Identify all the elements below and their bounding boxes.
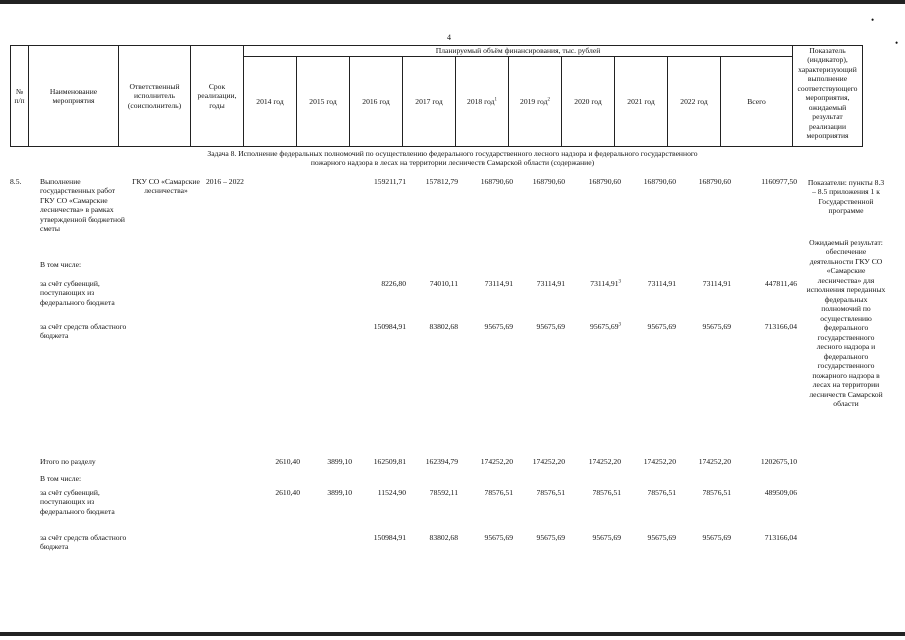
row-name: Выполнение государственных работ ГКУ СО «Самарские лесничества» в рамках утвержденной бюджетной сметы [40,177,125,234]
table-cell: 73114,91 [702,279,731,288]
header-year: 2018 год$^1$ [456,57,509,147]
header-year: 2019 год$^2$ [509,57,562,147]
header-year: 2022 год [668,57,721,147]
scan-bottom-border [0,632,905,636]
table-cell: 713166,04 [764,322,797,331]
table-cell: 174252,20 [643,457,676,466]
table-cell: 1202675,10 [760,457,797,466]
table-cell: 78576,51 [702,488,731,497]
header-executor: Ответственный исполнитель (соисполнитель) [119,46,191,147]
table-cell: 78592,11 [429,488,458,497]
table-cell: 447811,46 [765,279,797,288]
table-cell: 95675,69 [647,322,676,331]
header-year: 2021 год [615,57,668,147]
table-cell: 95675,69 [592,533,621,542]
table-cell: 162509,81 [373,457,406,466]
header-year: Всего [721,57,793,147]
table-cell: 95675,69 [484,322,513,331]
table-cell: 489509,06 [764,488,797,497]
table-cell: 162394,79 [425,457,458,466]
row-name: Итого по разделу [40,457,96,466]
table-cell: 95675,69 [536,533,565,542]
table-cell: 150984,91 [373,533,406,542]
table-cell: 95675,69 [702,322,731,331]
expected-result: Ожидаемый результат: обеспечение деятельности ГКУ СО «Самарские лесничества» для исполнения переданных федеральных полномочий по осуществлению федерального государственного лесного надзора и федерального государственного пожарного надзора в лесах на территории лесничеств Самарской области [806,238,886,409]
table-cell: 95675,69 [647,533,676,542]
table-cell: 174252,20 [698,457,731,466]
table-cell: 74010,11 [429,279,458,288]
table-cell: 78576,51 [647,488,676,497]
scan-mark: • [871,15,875,25]
table-cell: 73114,91 [536,279,565,288]
table-cell: 174252,20 [480,457,513,466]
table-cell: 1160977,50 [761,177,797,186]
header-year: 2016 год [350,57,403,147]
table-cell: 157812,79 [425,177,458,186]
row-executor: ГКУ СО «Самарские лесничества» [132,177,200,196]
table-cell: 11524,90 [377,488,406,497]
row-term: 2016 – 2022 [206,177,244,186]
table-cell: 159211,71 [374,177,406,186]
table-cell: 3899,10 [327,488,352,497]
table-cell: 8226,80 [381,279,406,288]
table-cell: 2610,40 [275,457,300,466]
task-heading: Задача 8. Исполнение федеральных полномочий по осуществлению федерального государственного лесного надзора и федерального государственного пожарного надзора в лесах на территории лесничеств Самарской области (содержание) [207,149,698,168]
table-cell: 95675,69 [702,533,731,542]
table-cell: 83802,68 [429,322,458,331]
table-cell: 168790,60 [480,177,513,186]
table-cell: 73114,91 [484,279,513,288]
table-cell: 95675,69 [536,322,565,331]
header-year: 2020 год [562,57,615,147]
table-cell: 174252,20 [532,457,565,466]
header-year: 2015 год [297,57,350,147]
header-indicator: Показатель (индикатор), характеризующий выполнение соответствующего мероприятия, ожидаемый результат реализации мероприятия [793,46,863,147]
table-cell: 150984,91 [373,322,406,331]
table-cell: 78576,51 [592,488,621,497]
table-cell: 2610,40 [275,488,300,497]
table-cell: 174252,20 [588,457,621,466]
scan-mark: • [895,38,899,48]
table-cell: 168790,60 [588,177,621,186]
header-name: Наименование мероприятия [29,46,119,147]
table-cell: 3899,10 [327,457,352,466]
row-number: 8.5. [10,177,22,186]
row-name: за счёт субвенций, поступающих из федерального бюджета [40,488,115,516]
indicator-text: Показатели: пункты 8.3 – 8.5 приложения 1 к Государственной программе [807,178,885,216]
row-name: В том числе: [40,474,82,483]
table-cell: 713166,04 [764,533,797,542]
table-cell: 73114,91 [647,279,676,288]
header-table [10,45,863,147]
table-cell: 95675,69 [484,533,513,542]
header-term: Срок реализации, годы [191,46,244,147]
page-number: 4 [447,33,451,42]
row-name: за счёт субвенций, поступающих из федерального бюджета [40,279,115,307]
table-cell: 78576,51 [484,488,513,497]
table-cell: 168790,60 [698,177,731,186]
table-cell: 83802,68 [429,533,458,542]
scan-top-border [0,0,905,4]
row-name: за счёт средств областного бюджета [40,533,127,552]
row-name: В том числе: [40,260,82,269]
table-cell: 78576,51 [536,488,565,497]
table-cell: 73114,91$^3$ [590,279,621,288]
header-funding: Планируемый объём финансирования, тыс. рублей [244,46,793,57]
table-cell: 168790,60 [532,177,565,186]
table-cell: 168790,60 [643,177,676,186]
header-year: 2014 год [244,57,297,147]
header-num: № п/п [11,46,29,147]
header-year: 2017 год [403,57,456,147]
row-name: за счёт средств областного бюджета [40,322,127,341]
table-cell: 95675,69$^3$ [590,322,621,331]
